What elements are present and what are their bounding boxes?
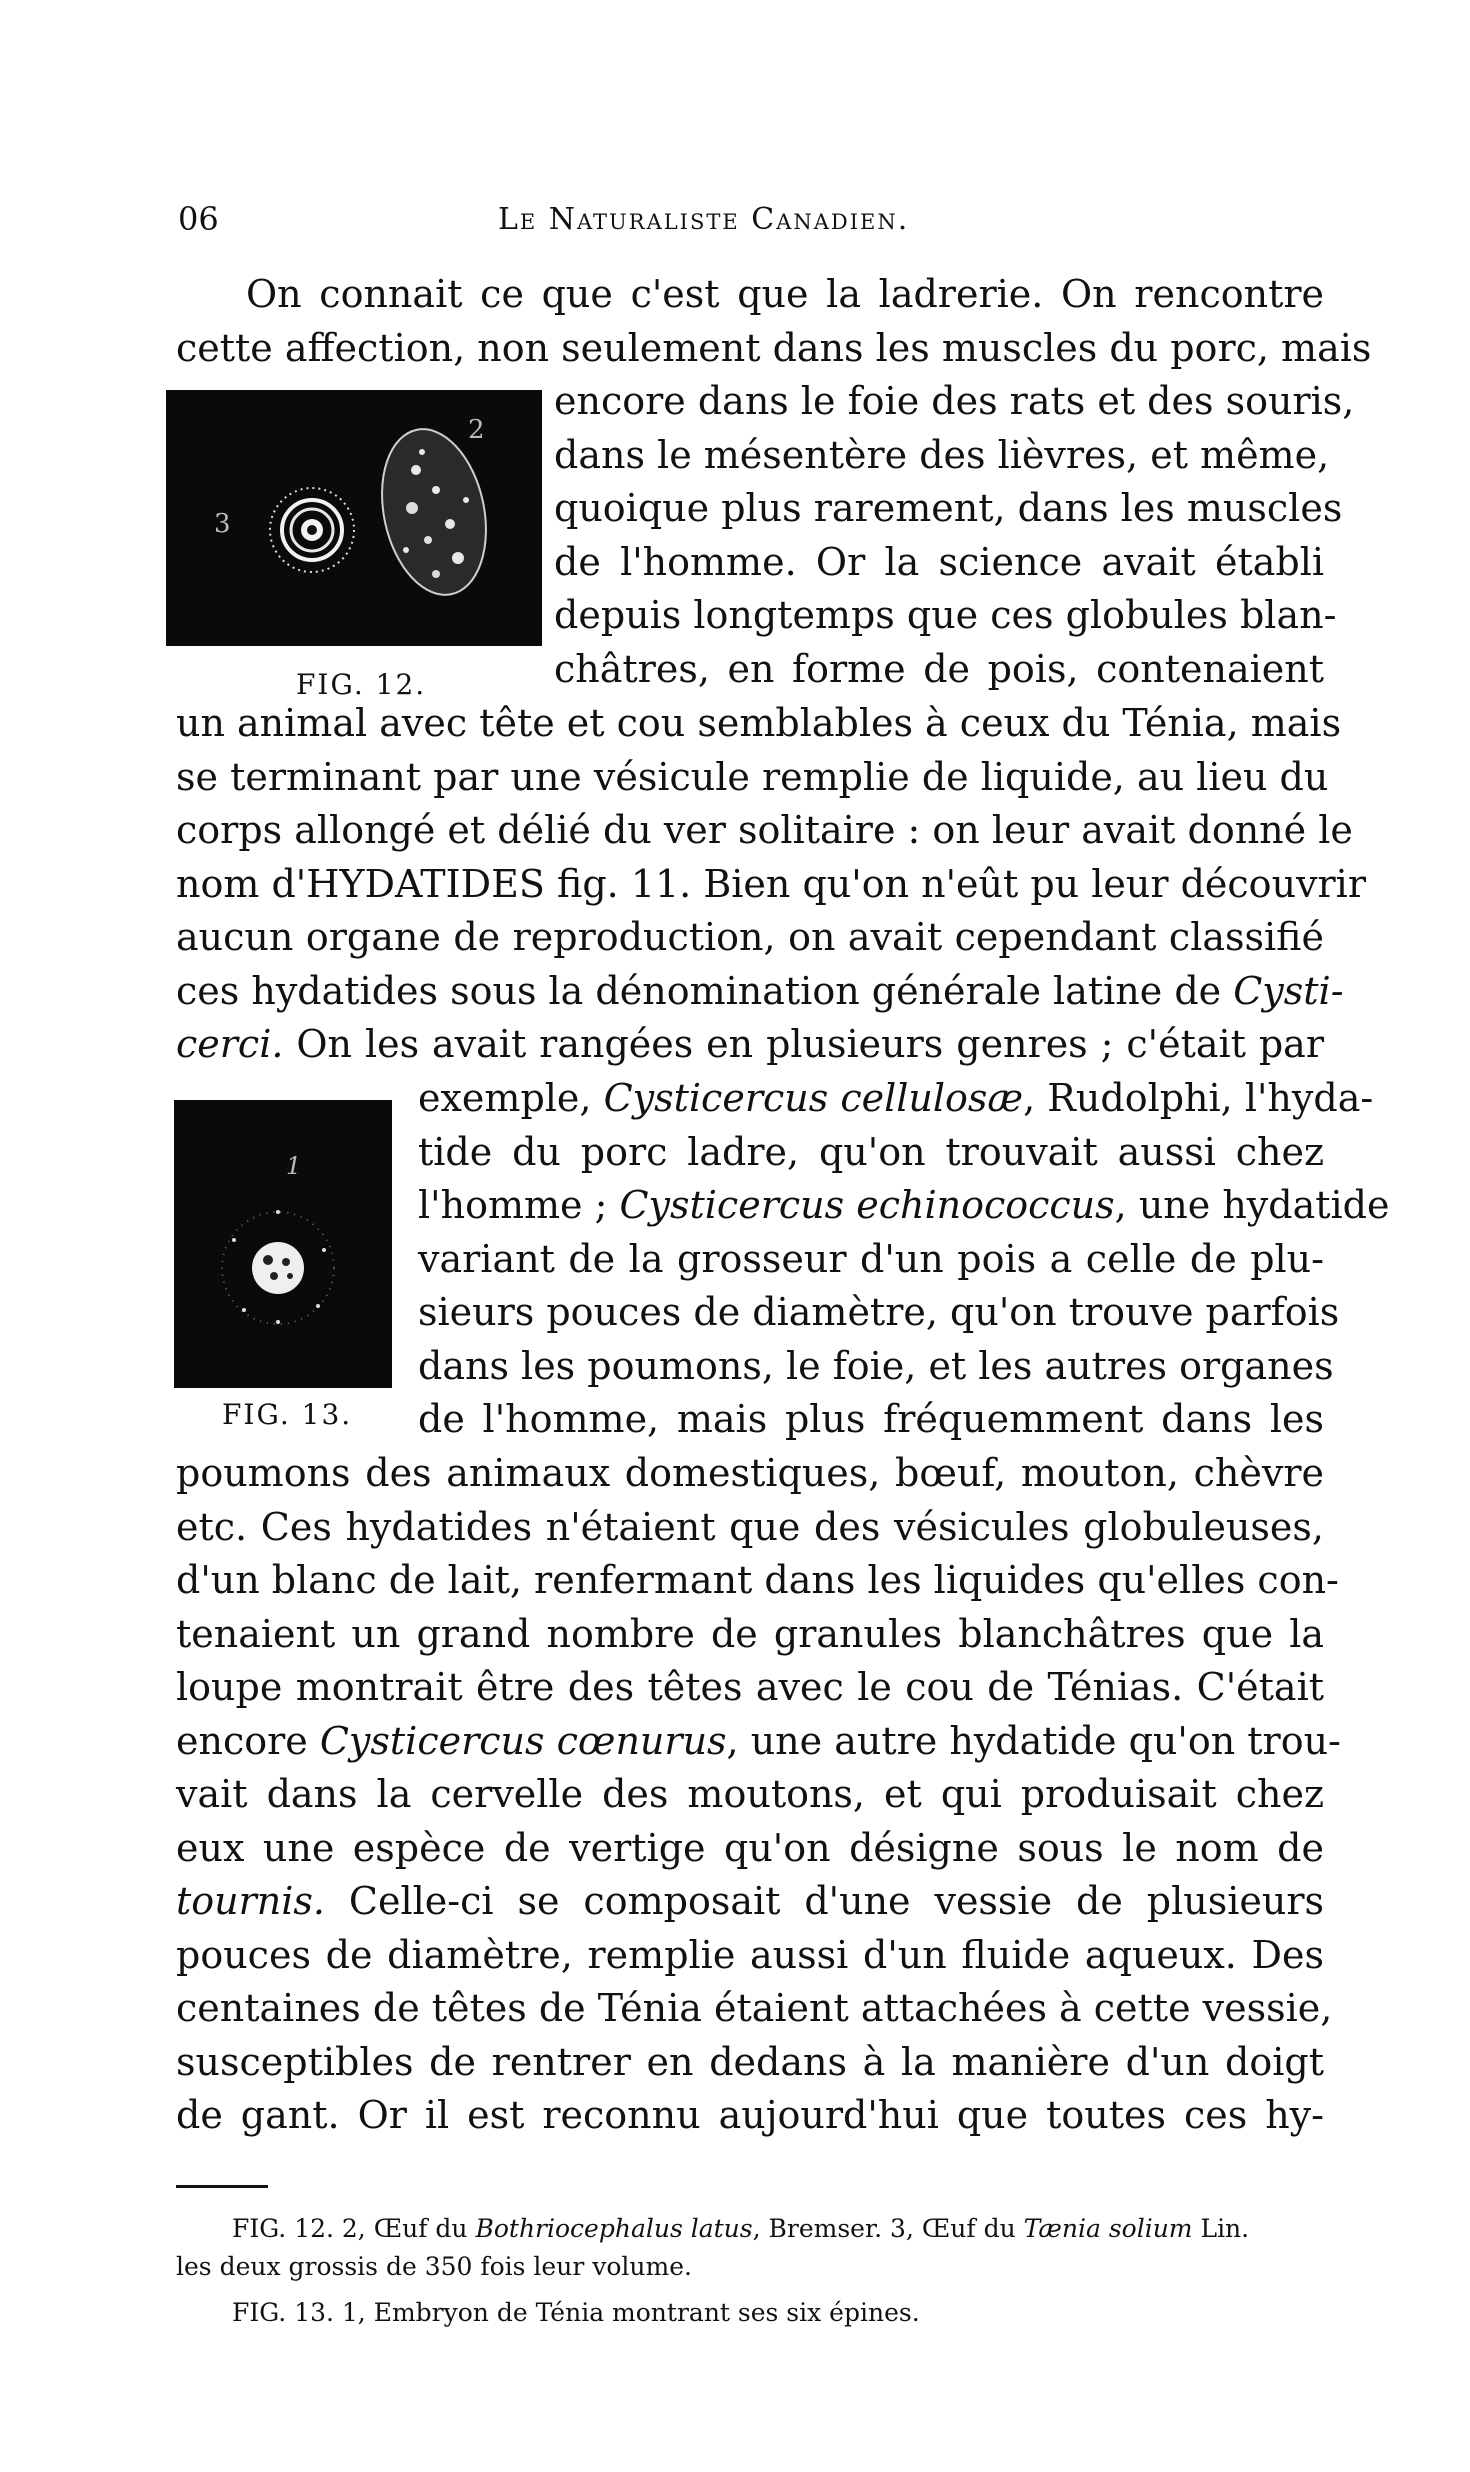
term-hydatides: HYDATIDES xyxy=(306,861,545,906)
text-line: poumons des animaux domestiques, bœuf, mouton, chèvre xyxy=(176,1451,1324,1495)
text-line: aucun organe de reproduction, on avait cependant classifié xyxy=(176,915,1324,959)
figure-13-caption: FIG. 13. xyxy=(222,1398,353,1431)
text-line: eux une espèce de vertige qu'on désigne sous le nom de xyxy=(176,1825,1324,1870)
text-span: fig. 11. Bien qu'on n'eût pu leur découvrir xyxy=(544,861,1366,906)
text-line: d'un blanc de lait, renfermant dans les liquides qu'elles con- xyxy=(176,1558,1339,1602)
term-cysticercus-echinococcus: Cysticercus echinococcus xyxy=(619,1183,1115,1227)
text-line: de gant. Or il est reconnu aujourd'hui que toutes ces hy- xyxy=(176,2093,1324,2137)
figure-12-label-2: 2 xyxy=(468,415,485,445)
footnote-text: FIG. 12. 2, Œuf du xyxy=(232,2214,476,2243)
footnote-fig-12-continued: les deux grossis de 350 fois leur volume. xyxy=(176,2252,692,2281)
page-header xyxy=(178,200,1328,250)
text-line: loupe montrait être des têtes avec le cou de Ténias. C'était xyxy=(176,1665,1324,1709)
paragraph-block-1 xyxy=(176,268,1372,375)
text-span: , une autre hydatide qu'on trou- xyxy=(726,1718,1341,1763)
footnotes xyxy=(176,2210,1324,2332)
text-line xyxy=(176,1875,1324,1929)
text-line xyxy=(176,858,1366,912)
term-cysticercus-coenurus: Cysticercus cœnurus xyxy=(319,1718,727,1763)
figure-13-illustration xyxy=(174,1100,392,1388)
page-number: 06 xyxy=(178,200,219,238)
figure-12-engraving xyxy=(166,390,542,646)
text-span: encore xyxy=(176,1718,320,1763)
paragraph-block-3 xyxy=(176,1447,1341,2143)
text-span: , une hydatide xyxy=(1114,1183,1390,1227)
text-line: de l'homme. Or la science avait établi xyxy=(554,539,1324,584)
paragraph-block-2 xyxy=(176,697,1366,1072)
text-span: nom d' xyxy=(176,861,307,906)
figure-13-engraving xyxy=(174,1100,392,1388)
text-line: quoique plus rarement, dans les muscles xyxy=(554,486,1343,530)
text-line: dans le mésentère des lièvres, et même, xyxy=(554,432,1330,477)
footnote-fig-12 xyxy=(176,2210,1324,2248)
text-line: variant de la grosseur d'un pois a celle de plu- xyxy=(418,1236,1324,1281)
text-line xyxy=(176,965,1344,1019)
footnote-divider xyxy=(176,2185,268,2188)
text-line xyxy=(418,1072,1374,1126)
term-taenia-solium: Tænia solium xyxy=(1023,2214,1193,2243)
term-cysticercus-cellulosae: Cysticercus cellulosæ xyxy=(603,1076,1024,1120)
footnote-fig-13: FIG. 13. 1, Embryon de Ténia montrant ses six épines. xyxy=(232,2298,920,2327)
text-line: depuis longtemps que ces globules blan- xyxy=(554,593,1337,637)
term-tournis: tournis. xyxy=(176,1879,325,1923)
text-line: centaines de têtes de Ténia étaient attachées à cette vessie, xyxy=(176,1986,1333,2030)
term-cysticerci: Cysti- xyxy=(1233,968,1344,1013)
figure-12-illustration xyxy=(166,390,542,646)
paragraph-wrap-figure-13 xyxy=(418,1072,1390,1447)
figure-13-label-1: 1 xyxy=(286,1152,302,1180)
paragraph-wrap-figure-12 xyxy=(554,375,1355,696)
text-line: un animal avec tête et cou semblables à ceux du Ténia, mais xyxy=(176,701,1342,745)
figure-12-caption: FIG. 12. xyxy=(296,668,427,701)
text-line: dans les poumons, le foie, et les autres organes xyxy=(418,1343,1334,1388)
term-cysticerci-end: cerci. xyxy=(176,1022,284,1066)
running-title: Le Naturaliste Canadien. xyxy=(498,202,910,237)
text-span: l'homme ; xyxy=(418,1183,620,1227)
text-line xyxy=(418,1179,1390,1233)
text-line: corps allongé et délié du ver solitaire : on leur avait donné le xyxy=(176,808,1353,852)
text-span: Celle-ci se composait d'une vessie de plusieurs xyxy=(325,1879,1324,1923)
text-line: susceptibles de rentrer en dedans à la manière d'un doigt xyxy=(176,2039,1324,2084)
text-line: encore dans le foie des rats et des souris, xyxy=(554,379,1355,423)
text-line: vait dans la cervelle des moutons, et qui produisait chez xyxy=(176,1772,1324,1816)
text-line: On connait ce que c'est que la ladrerie. On rencontre xyxy=(246,272,1324,316)
text-span: exemple, xyxy=(418,1076,604,1120)
term-bothriocephalus-latus: Bothriocephalus latus xyxy=(475,2214,753,2243)
text-line: cette affection, non seulement dans les muscles du porc, mais xyxy=(176,325,1372,370)
text-line: etc. Ces hydatides n'étaient que des vésicules globuleuses, xyxy=(176,1504,1324,1549)
footnote-text: , Bremser. 3, Œuf du xyxy=(752,2214,1024,2243)
text-line: pouces de diamètre, remplie aussi d'un fluide aqueux. Des xyxy=(176,1932,1324,1977)
text-line: tenaient un grand nombre de granules blanchâtres que la xyxy=(176,1611,1324,1656)
text-line xyxy=(176,1018,1324,1072)
text-line: se terminant par une vésicule remplie de liquide, au lieu du xyxy=(176,754,1329,799)
text-line: de l'homme, mais plus fréquemment dans les xyxy=(418,1397,1324,1441)
footnote-text: Lin. xyxy=(1192,2214,1250,2243)
text-line: châtres, en forme de pois, contenaient xyxy=(554,646,1324,691)
text-line xyxy=(176,1715,1341,1769)
text-line: tide du porc ladre, qu'on trouvait aussi chez xyxy=(418,1129,1324,1174)
text-span: On les avait rangées en plusieurs genres ; c'était par xyxy=(283,1022,1324,1066)
text-span: , Rudolphi, l'hyda- xyxy=(1023,1076,1374,1120)
figure-12-label-3: 3 xyxy=(214,509,231,539)
text-span: ces hydatides sous la dénomination générale latine de xyxy=(176,968,1234,1013)
text-line: sieurs pouces de diamètre, qu'on trouve parfois xyxy=(418,1290,1340,1334)
